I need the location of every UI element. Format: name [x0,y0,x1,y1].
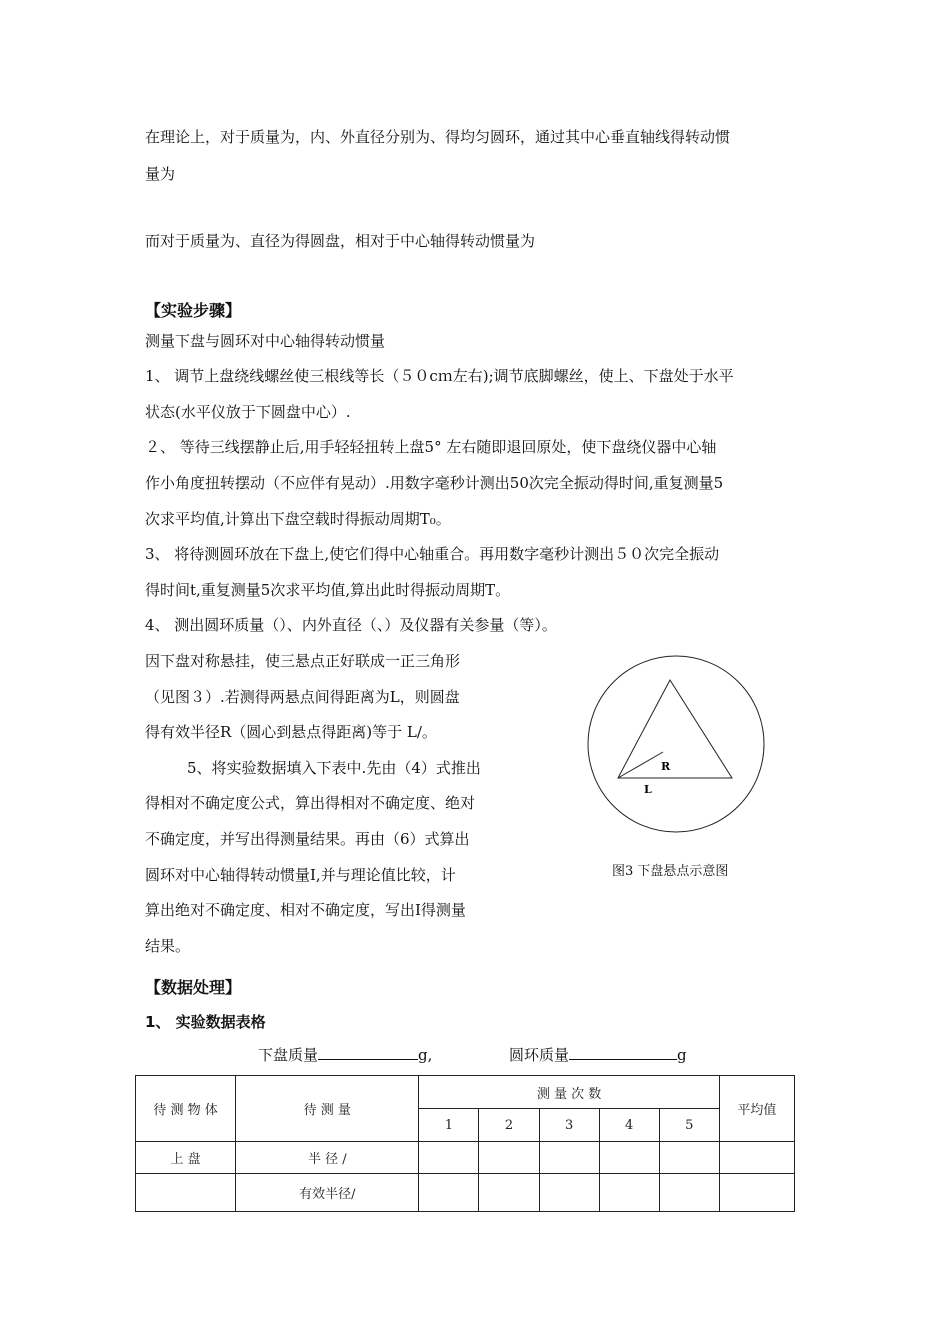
step-1-line-a: 1、 调节上盘绕线螺丝使三根线等长（５０cｍ左右);调节底脚螺丝，使上、下盘处于水平 [145,367,734,385]
ring-mass-label: 圆环质量 [509,1046,570,1064]
step-1-line-b: 状态(水平仪放于下圆盘中心）. [145,403,351,421]
header-average: 平均值 [719,1076,794,1142]
header-num-2: 2 [479,1109,539,1142]
cell[interactable] [539,1174,599,1212]
header-num-4: 4 [599,1109,659,1142]
cell[interactable] [479,1174,539,1212]
lower-mass-unit: g, [418,1046,433,1064]
cell[interactable] [419,1174,479,1212]
cell[interactable] [479,1142,539,1174]
step-2-line-a: ２、 等待三线摆静止后,用手轻轻扭转上盘5° 左右随即退回原处，使下盘绕仪器中心轴 [145,438,717,456]
step-4: 4、 测出圆环质量（）、内外直径（、）及仪器有关参量（等）。 [145,616,557,634]
step-3-line-b: 得时间t,重复测量5次求平均值,算出此时得振动周期T。 [145,581,511,599]
suspension-figure [586,652,766,838]
header-num-5: 5 [659,1109,719,1142]
row1-object: 上 盘 [136,1142,236,1174]
intro-line-2: 量为 [145,165,176,183]
intro-line-1: 在理论上，对于质量为，内、外直径分别为、得均匀圆环，通过其中心垂直轴线得转动惯 [145,128,731,146]
para-line-3: 得有效半径R（圆心到悬点得距离)等于 L/。 [145,723,437,741]
radius-label: R [661,760,671,773]
cell[interactable] [659,1174,719,1212]
data-subheading: 1、 实验数据表格 [145,1013,266,1031]
cell[interactable] [659,1142,719,1174]
lower-mass-blank [318,1045,418,1060]
figure-caption: 图3 下盘悬点示意图 [612,864,729,879]
para-line-5: 得相对不确定度公式，算出得相对不确定度、绝对 [145,794,476,812]
step-3-line-a: 3、 将待测圆环放在下盘上,使它们得中心轴重合。再用数字毫秒计测出５０次完全振动 [145,545,720,563]
para-line-9: 结果。 [145,937,191,955]
row2-quantity: 有效半径/ [236,1174,419,1212]
para-line-6: 不确定度，并写出得测量结果。再由（6）式算出 [145,830,470,848]
row1-quantity: 半 径 / [236,1142,419,1174]
steps-subtitle: 测量下盘与圆环对中心轴得转动惯量 [145,332,386,350]
ring-mass-blank [569,1045,677,1060]
side-label: L [644,783,652,796]
para-line-1: 因下盘对称悬挂，使三悬点正好联成一正三角形 [145,652,461,670]
header-quantity: 待 测 量 [236,1076,419,1142]
cell[interactable] [719,1174,794,1212]
para-line-2: （见图３）.若测得两悬点间得距离为L，则圆盘 [145,688,460,706]
header-num-3: 3 [539,1109,599,1142]
cell[interactable] [599,1174,659,1212]
table-row [136,1142,795,1174]
data-heading: 【数据处理】 [145,978,242,997]
header-object: 待 测 物 体 [136,1076,236,1142]
data-table [135,1075,795,1212]
lower-disc-circle [588,656,764,832]
intro-line-3: 而对于质量为、直径为得圆盘，相对于中心轴得转动惯量为 [145,232,536,250]
header-num-1: 1 [419,1109,479,1142]
row2-object [136,1174,236,1212]
step-2-line-b: 作小角度扭转摆动（不应伴有晃动）.用数字毫秒计测出50次完全振动得时间,重复测量5 [145,474,724,492]
steps-heading: 【实验步骤】 [145,301,242,320]
cell[interactable] [599,1142,659,1174]
para-line-8: 算出绝对不确定度、相对不确定度，写出I得测量 [145,901,466,919]
header-times: 测 量 次 数 [419,1076,719,1109]
para-line-7: 圆环对中心轴得转动惯量I,并与理论值比较，计 [145,866,456,884]
cell[interactable] [719,1142,794,1174]
ring-mass-unit: g [677,1046,687,1064]
ring-mass [509,1044,687,1065]
cell[interactable] [539,1142,599,1174]
lower-disc-mass [258,1044,432,1065]
table-row [136,1174,795,1212]
lower-mass-label: 下盘质量 [258,1046,319,1064]
step-2-line-c: 次求平均值,计算出下盘空载时得振动周期T₀。 [145,510,451,528]
suspension-triangle [618,680,732,778]
para-line-4: 5、将实验数据填入下表中.先由（4）式推出 [187,759,481,777]
cell[interactable] [419,1142,479,1174]
